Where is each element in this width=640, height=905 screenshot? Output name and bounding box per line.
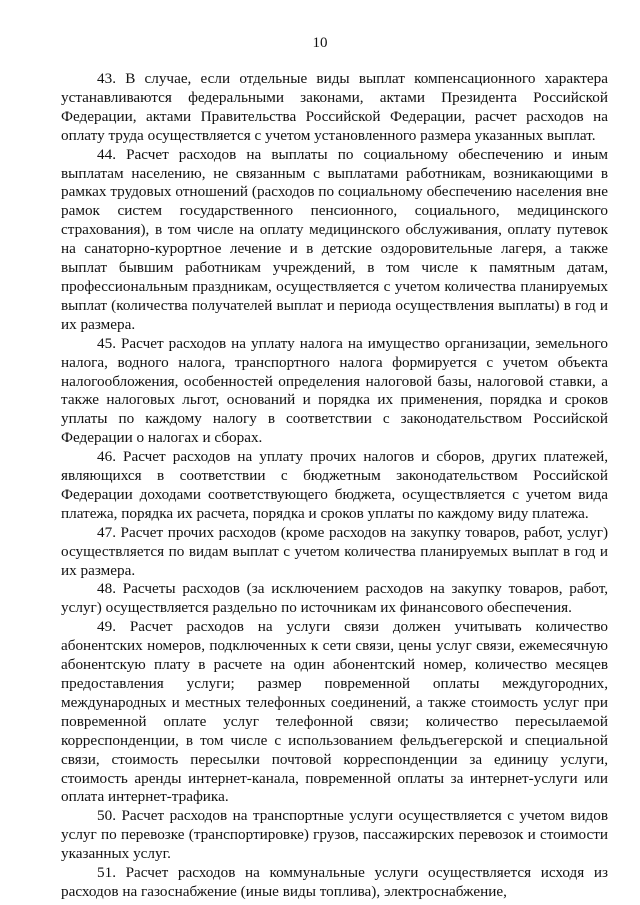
paragraph-46: 46. Расчет расходов на уплату прочих налогов и сборов, других платежей, являющихся в соответствии с бюджетным законодательством Российской Федерации доходами соответствующего бюджета, осуществляется с учетом вида платежа, порядка их расчета, порядка и сроков уплаты по каждому виду платежа. <box>61 448 608 522</box>
paragraph-44: 44. Расчет расходов на выплаты по социальному обеспечению и иным выплатам населению, не связанным с выплатами работникам, возникающими в рамках трудовых отношений (расходов по социальному обеспечению населения вне рамок систем государственного пенсионного, социального, медицинского страхования), в том числе на оплату медицинского обслуживания, оплату путевок на санаторно-курортное лечение и в детские оздоровительные лагеря, а также выплат бывшим работникам учреждений, в том числе к памятным датам, профессиональным праздникам, осуществляется с учетом количества планируемых выплат (количества получателей выплат и периода осуществления выплаты) в год и их размера. <box>61 145 608 333</box>
paragraph-50: 50. Расчет расходов на транспортные услуги осуществляется с учетом видов услуг по перевозке (транспортировке) грузов, пассажирских перевозок и стоимости указанных услуг. <box>61 807 608 863</box>
paragraph-45: 45. Расчет расходов на уплату налога на имущество организации, земельного налога, водного налога, транспортного налога формируется с учетом объекта налогообложения, особенностей определения налоговой базы, налоговой ставки, а также налоговых льгот, оснований и порядка их применения, порядка и сроков уплаты по каждому налогу в соответствии с законодательством Российской Федерации о налогах и сборах. <box>61 334 608 447</box>
paragraph-49: 49. Расчет расходов на услуги связи должен учитывать количество абонентских номеров, подключенных к сети связи, цены услуг связи, ежемесячную абонентскую плату в расчете на один абонентский номер, количество месяцев предоставления услуги; размер повременной оплаты междугородних, международных и местных телефонных соединений, а также стоимость услуг при повременной оплате услуг телефонной связи; количество пересылаемой корреспонденции, в том числе с использованием фельдъегерской и специальной связи, стоимость пересылки почтовой корреспонденции за единицу услуги, стоимость аренды интернет-канала, повременной оплаты за интернет-услуги или оплата интернет-трафика. <box>61 618 608 806</box>
paragraph-47: 47. Расчет прочих расходов (кроме расходов на закупку товаров, работ, услуг) осуществляется по видам выплат с учетом количества планируемых выплат в год и их размера. <box>61 523 608 579</box>
document-body <box>61 70 608 902</box>
page-number: 10 <box>312 35 328 51</box>
paragraph-43: 43. В случае, если отдельные виды выплат компенсационного характера устанавливаются федеральными законами, актами Президента Российской Федерации, актами Правительства Российской Федерации, расчет расходов на оплату труда осуществляется с учетом установленного размера указанных выплат. <box>61 70 608 144</box>
paragraph-51: 51. Расчет расходов на коммунальные услуги осуществляется исходя из расходов на газоснабжение (иные виды топлива), электроснабжение, <box>61 864 608 900</box>
paragraph-48: 48. Расчеты расходов (за исключением расходов на закупку товаров, работ, услуг) осуществляется раздельно по источникам их финансового обеспечения. <box>61 580 608 617</box>
